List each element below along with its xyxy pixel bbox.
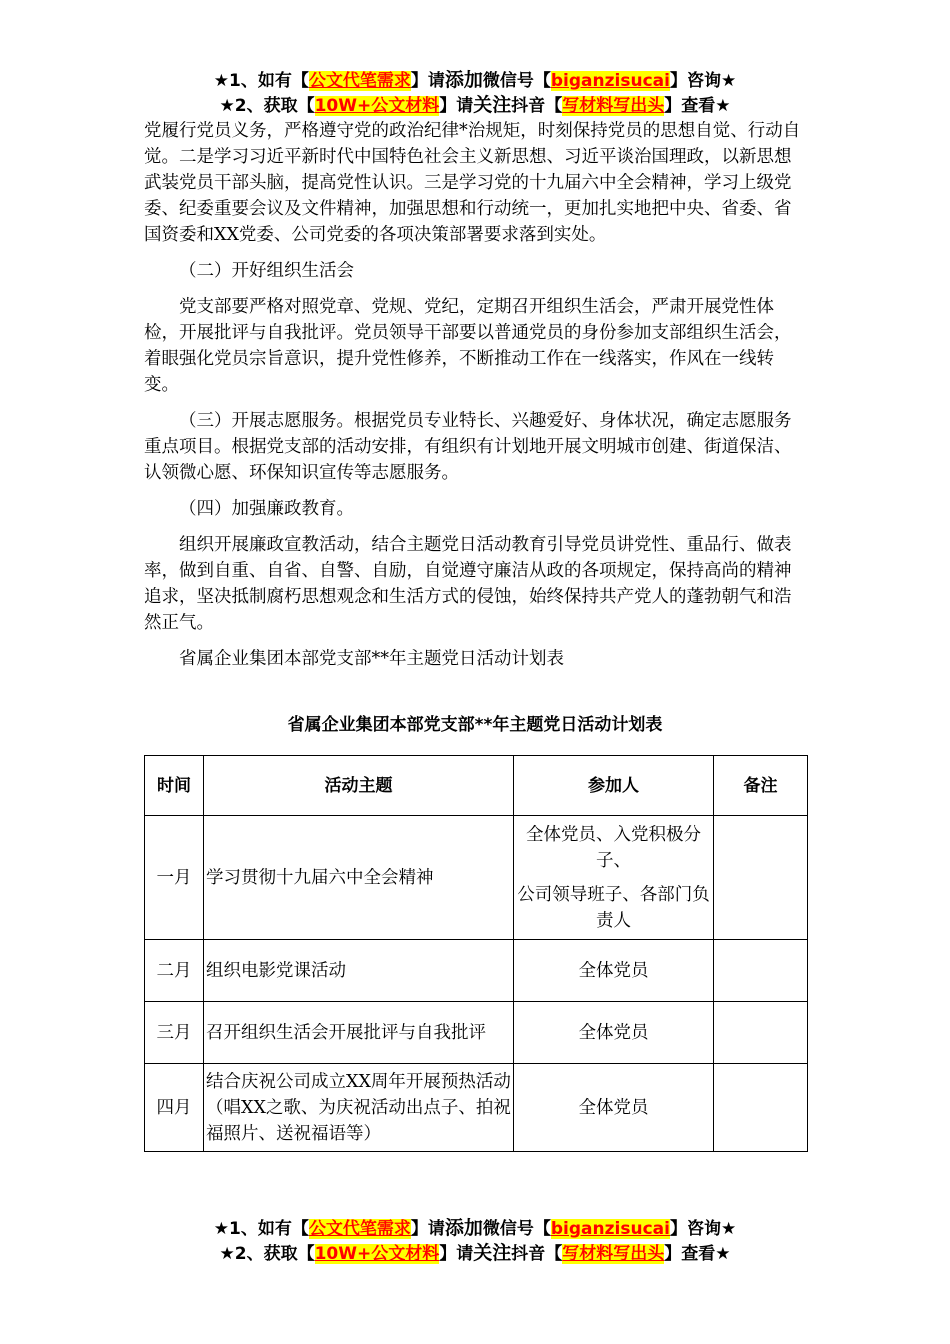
cell-note bbox=[714, 816, 808, 940]
promo-text: ★1、如有【 bbox=[213, 71, 309, 91]
header-topic: 活动主题 bbox=[204, 756, 514, 816]
promo-text: ★1、如有【 bbox=[213, 1219, 309, 1239]
table-row bbox=[145, 1002, 808, 1064]
promo-line-1 bbox=[0, 1216, 950, 1241]
cell-topic: 召开组织生活会开展批评与自我批评 bbox=[204, 1002, 514, 1064]
promo-text: 】咨询★ bbox=[669, 71, 737, 91]
promo-emphasis: 关注 bbox=[473, 1242, 512, 1264]
table-row bbox=[145, 816, 808, 940]
promo-line-2 bbox=[0, 93, 950, 118]
promo-highlight: 10W+公文材料 bbox=[314, 1244, 440, 1264]
section-heading: （四）加强廉政教育。 bbox=[179, 499, 354, 519]
promo-text: 】请 bbox=[410, 71, 445, 91]
promo-text: 】查看★ bbox=[664, 96, 731, 116]
cell-topic: 组织电影党课活动 bbox=[204, 940, 514, 1002]
cell-note bbox=[714, 1064, 808, 1152]
participants-line: 全体党员、入党积极分子、 bbox=[526, 824, 701, 871]
header-participants: 参加人 bbox=[514, 756, 714, 816]
table-title: 省属企业集团本部党支部**年主题党日活动计划表 bbox=[287, 715, 663, 735]
promo-text: 】请 bbox=[410, 1219, 445, 1239]
table-header-row bbox=[145, 756, 808, 816]
promo-text: 】请 bbox=[439, 96, 474, 116]
cell-topic: 学习贯彻十九届六中全会精神 bbox=[204, 816, 514, 940]
promo-highlight: 公文代笔需求 bbox=[308, 1219, 411, 1239]
paragraph: 省属企业集团本部党支部**年主题党日活动计划表 bbox=[179, 649, 564, 669]
cell-note bbox=[714, 940, 808, 1002]
section-heading: （二）开好组织生活会 bbox=[179, 261, 354, 281]
cell-month: 一月 bbox=[145, 816, 204, 940]
promo-text: 微信号【 bbox=[482, 1219, 551, 1239]
cell-participants: 全体党员 bbox=[514, 940, 714, 1002]
promo-line-2 bbox=[0, 1241, 950, 1266]
document-body bbox=[144, 118, 808, 672]
cell-month: 四月 bbox=[145, 1064, 204, 1152]
cell-participants bbox=[514, 816, 714, 940]
promo-line-1 bbox=[0, 68, 950, 93]
cell-note bbox=[714, 1002, 808, 1064]
paragraph: 组织开展廉政宣教活动，结合主题党日活动教育引导党员讲党性、重品行、做表率，做到自重、自省、自警、自励，自觉遵守廉洁从政的各项规定，保持高尚的精神追求，坚决抵制腐朽思想观念和生活方式的侵蚀，始终保持共产党人的蓬勃朝气和浩然正气。 bbox=[144, 535, 792, 633]
cell-participants: 全体党员 bbox=[514, 1002, 714, 1064]
promo-text: ★2、获取【 bbox=[219, 96, 315, 116]
promo-emphasis: 添加 bbox=[444, 69, 483, 91]
header-note: 备注 bbox=[714, 756, 808, 816]
promo-text: 】查看★ bbox=[664, 1244, 731, 1264]
promo-wechat-id: biganzisucai bbox=[550, 1219, 670, 1239]
paragraph: 党支部要严格对照党章、党规、党纪，定期召开组织生活会，严肃开展党性体检，开展批评与自我批评。党员领导干部要以普通党员的身份参加支部组织生活会，着眼强化党员宗旨意识，提升党性修养，不断推动工作在一线落实，作风在一线转变。 bbox=[144, 297, 792, 395]
cell-month: 二月 bbox=[145, 940, 204, 1002]
promo-account: 写材料写出头 bbox=[562, 1244, 665, 1264]
promo-banner-bottom bbox=[0, 1216, 950, 1266]
paragraph: （三）开展志愿服务。根据党员专业特长、兴趣爱好、身体状况，确定志愿服务重点项目。根据党支部的活动安排，有组织有计划地开展文明城市创建、街道保洁、认领微心愿、环保知识宣传等志愿服务。 bbox=[144, 411, 792, 483]
promo-text: 抖音【 bbox=[511, 96, 563, 116]
participants-line: 公司领导班子、各部门负责人 bbox=[517, 884, 710, 931]
promo-text: ★2、获取【 bbox=[219, 1244, 315, 1264]
paragraph: 党履行党员义务，严格遵守党的政治纪律*治规矩，时刻保持党员的思想自觉、行动自觉。二是学习习近平新时代中国特色社会主义新思想、习近平谈治国理政，以新思想武装党员干部头脑，提高党性认识。三是学习党的十九届六中全会精神，学习上级党委、纪委重要会议及文件精神，加强思想和行动统一，更加扎实地把中央、省委、省国资委和XX党委、公司党委的各项决策部署要求落到实处。 bbox=[144, 121, 801, 245]
table-row bbox=[145, 940, 808, 1002]
promo-text: 抖音【 bbox=[511, 1244, 563, 1264]
activity-plan-table bbox=[144, 755, 808, 1152]
header-time: 时间 bbox=[145, 756, 204, 816]
cell-month: 三月 bbox=[145, 1002, 204, 1064]
promo-text: 】请 bbox=[439, 1244, 474, 1264]
promo-banner-top bbox=[0, 68, 950, 118]
promo-highlight: 公文代笔需求 bbox=[308, 71, 411, 91]
cell-participants: 全体党员 bbox=[514, 1064, 714, 1152]
promo-account: 写材料写出头 bbox=[562, 96, 665, 116]
promo-wechat-id: biganzisucai bbox=[550, 71, 670, 91]
promo-emphasis: 添加 bbox=[444, 1217, 483, 1239]
promo-emphasis: 关注 bbox=[473, 94, 512, 116]
promo-text: 】咨询★ bbox=[669, 1219, 737, 1239]
table-row bbox=[145, 1064, 808, 1152]
promo-highlight: 10W+公文材料 bbox=[314, 96, 440, 116]
cell-topic: 结合庆祝公司成立XX周年开展预热活动（唱XX之歌、为庆祝活动出点子、拍祝福照片、送祝福语等） bbox=[204, 1064, 514, 1152]
promo-text: 微信号【 bbox=[482, 71, 551, 91]
